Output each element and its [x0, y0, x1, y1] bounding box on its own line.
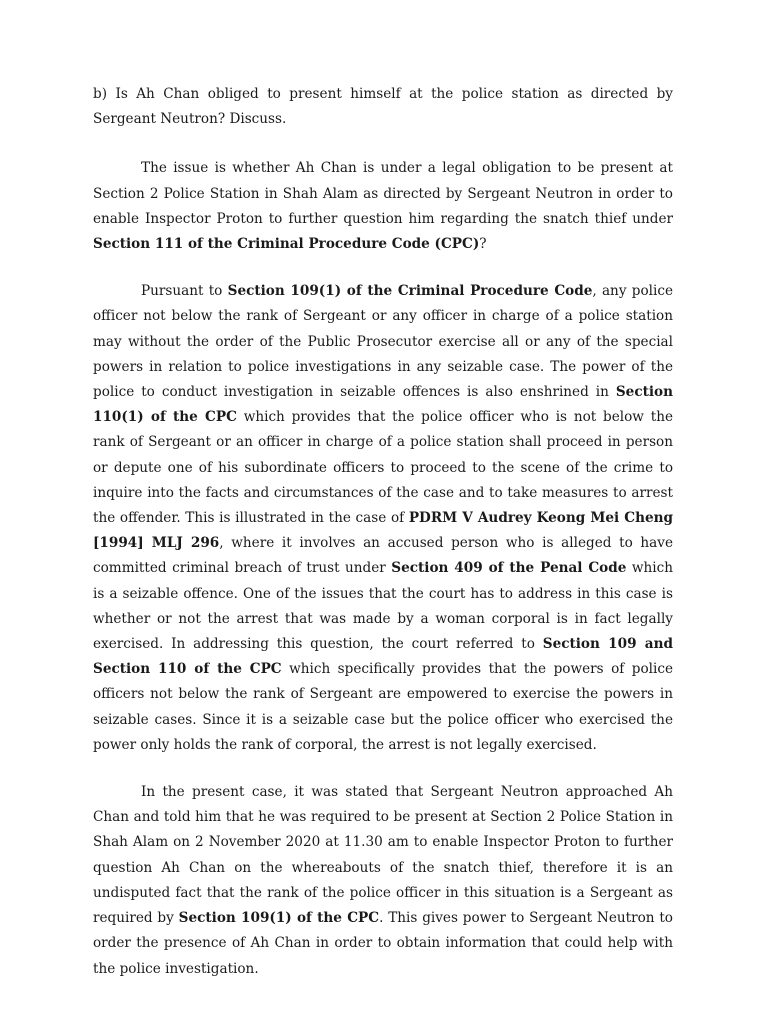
paragraph-application [93, 780, 673, 982]
document-page [93, 82, 673, 1004]
text-run: In the present case, it was stated that Sergeant Neutron approached Ah Chan and told him that he was required to be present at Section 2 Police Station in Shah Alam on 2 November 2020 at 11.30 am to enable Inspector Proton to further question Ah Chan on the whereabouts of the snatch thief, therefore it is an undisputed fact that the rank of the police officer in this situation is a Sergeant as required by [93, 784, 673, 927]
paragraph-law [93, 279, 673, 758]
text-run: , where it involves an accused person who is alleged to have committed criminal breach of trust under [93, 535, 674, 577]
statute-reference: Section 409 of the Penal Code [391, 560, 627, 577]
text-run: Pursuant to [141, 283, 228, 300]
text-run: The issue is whether Ah Chan is under a legal obligation to be present at Section 2 Police Station in Shah Alam as directed by Sergeant Neutron in order to enable Inspector Proton to further question him regarding the snatch thief under [93, 160, 673, 227]
text-run: , any police officer not below the rank of Sergeant or any officer in charge of a police station may without the order of the Public Prosecutor exercise all or any of the special powers in relation to police investigations in any seizable case. The power of the police to conduct investigation in seizable offences is also enshrined in [93, 283, 673, 401]
case-citation: PDRM V Audrey Keong Mei Cheng [1994] MLJ 296 [93, 510, 673, 552]
statute-reference: Section 111 of the Criminal Procedure Code (CPC) [93, 236, 480, 253]
statute-reference: Section 109 and Section 110 of the CPC [93, 636, 673, 678]
text-run: . This gives power to Sergeant Neutron to order the presence of Ah Chan in order to obtain information that could help with the police investigation. [93, 910, 673, 977]
text-run: ? [479, 236, 487, 253]
text-run: which specifically provides that the powers of police officers not below the rank of Sergeant are empowered to exercise the powers in seizable cases. Since it is a seizable case but the police officer who exercised the power only holds the rank of corporal, the arrest is not legally exercised. [93, 661, 673, 753]
text-run: which provides that the police officer who is not below the rank of Sergeant or an officer in charge of a police station shall proceed in person or depute one of his subordinate officers to proceed to the scene of the crime to inquire into the facts and circumstances of the case and to take measures to arrest the offender. This is illustrated in the case of [93, 409, 673, 527]
statute-reference: Section 109(1) of the CPC [178, 910, 380, 927]
paragraph-issue [93, 156, 673, 257]
question-heading: b) Is Ah Chan obliged to present himself at the police station as directed by Sergeant Neutron? Discuss. [93, 86, 673, 128]
statute-reference: Section 109(1) of the Criminal Procedure Code [227, 283, 593, 300]
text-run: which is a seizable offence. One of the issues that the court has to address in this case is whether or not the arrest that was made by a woman corporal is in fact legally exercised. In addressing this question, the court referred to [93, 560, 673, 653]
statute-reference: Section 110(1) of the CPC [93, 384, 673, 426]
